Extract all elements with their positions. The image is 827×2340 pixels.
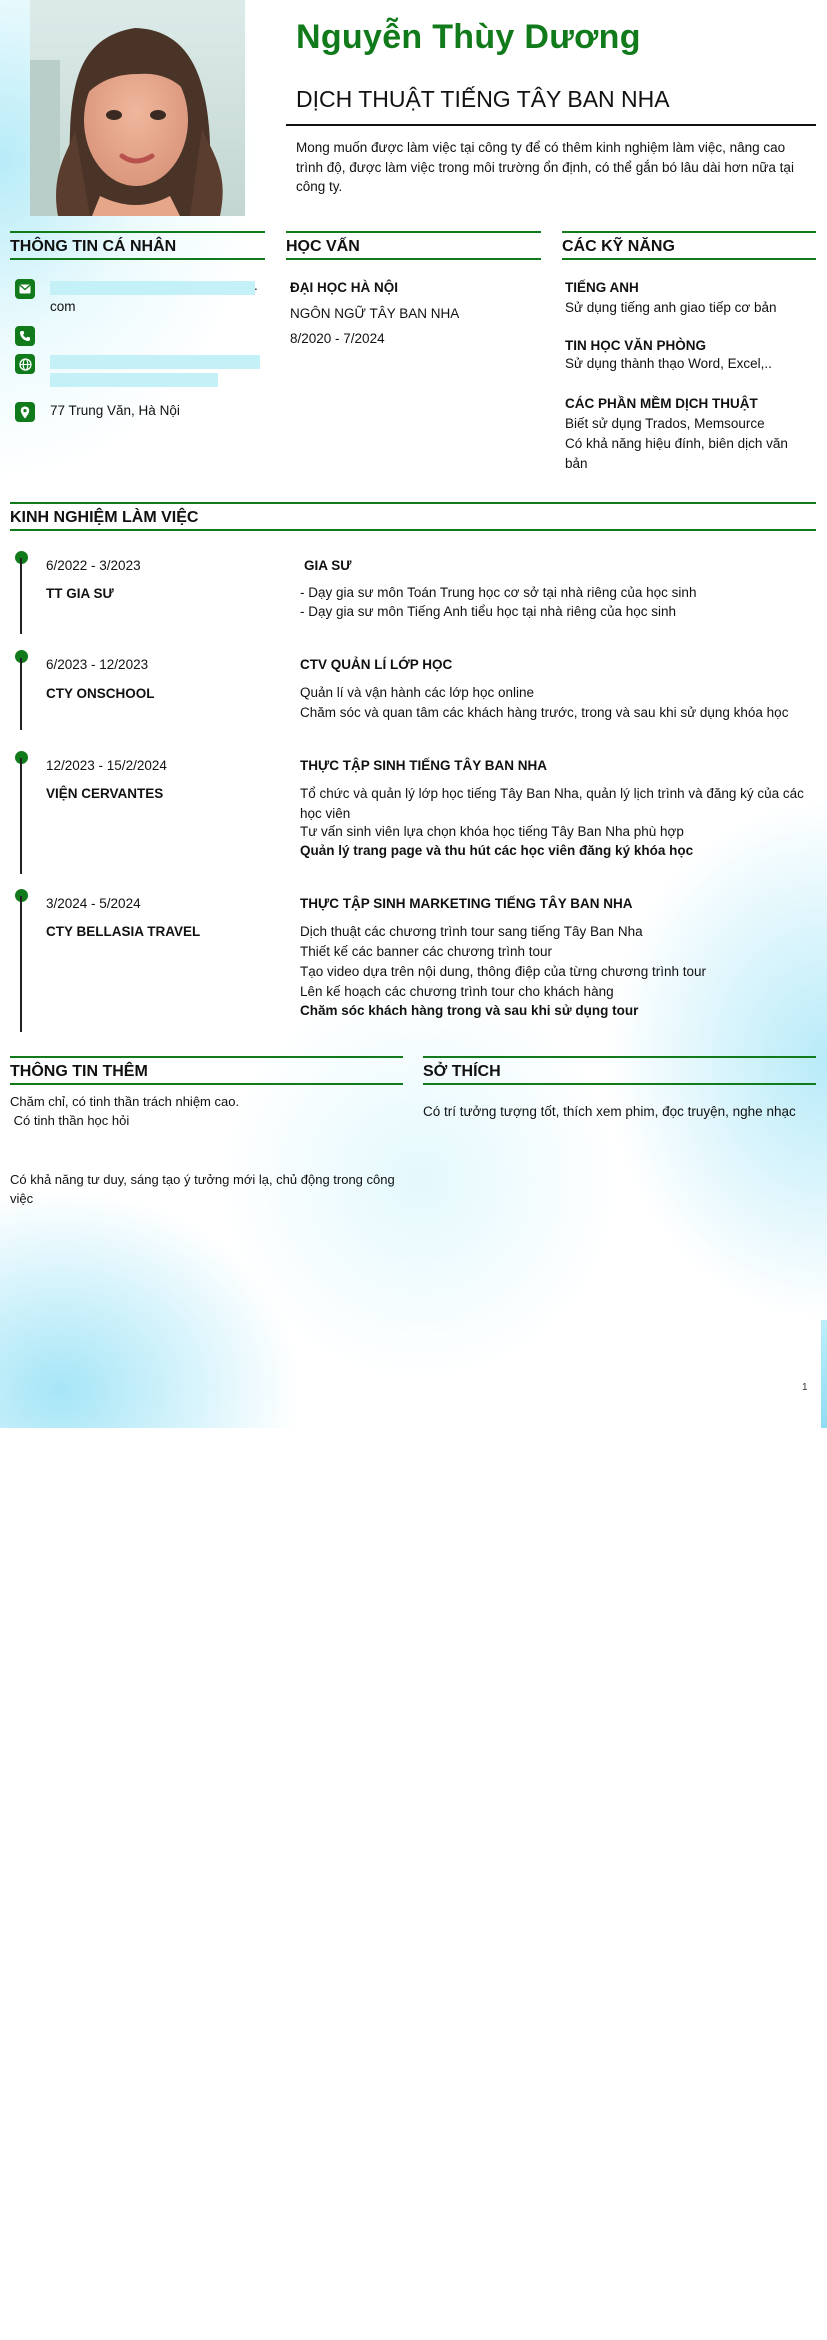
job-company: CTY BELLASIA TRAVEL <box>46 924 201 939</box>
school-period: 8/2020 - 7/2024 <box>290 331 385 346</box>
section-education <box>286 231 541 259</box>
extra-info-line: Có khả năng tư duy, sáng tạo ý tưởng mới lạ, chủ động trong công việc <box>10 1172 395 1206</box>
email-suffix: com <box>50 299 76 314</box>
section-rule <box>423 1056 816 1058</box>
section-rule <box>10 1083 403 1085</box>
job-period: 6/2023 - 12/2023 <box>46 657 149 672</box>
email-fragment: . <box>254 278 258 293</box>
section-rule <box>562 258 816 260</box>
section-rule <box>10 502 816 504</box>
job-duty: Quản lí và vận hành các lớp học online <box>300 685 535 700</box>
job-duty: Chăm sóc khách hàng trong và sau khi sử dụng tour <box>300 1003 639 1018</box>
section-rule <box>10 529 816 531</box>
profile-photo-drawing <box>30 0 245 216</box>
school-name: ĐẠI HỌC HÀ NỘI <box>290 280 398 295</box>
timeline-line <box>20 658 22 730</box>
section-personal-info <box>10 231 265 259</box>
section-title: CÁC KỸ NĂNG <box>562 238 675 255</box>
job-duty: Tổ chức và quản lý lớp học tiếng Tây Ban Nha, quản lý lịch trình và đăng ký của các học viên <box>300 786 804 821</box>
globe-icon <box>15 354 35 374</box>
section-skills <box>562 231 816 259</box>
section-rule <box>10 1056 403 1058</box>
job-duty: Lên kế hoạch các chương trình tour cho khách hàng <box>300 984 614 999</box>
location-icon <box>15 402 35 422</box>
job-duty: Tư vấn sinh viên lựa chọn khóa học tiếng Tây Ban Nha phù hợp <box>300 824 684 839</box>
job-period: 6/2022 - 3/2023 <box>46 558 141 573</box>
section-title: KINH NGHIỆM LÀM VIỆC <box>10 509 199 526</box>
job-duty: Quản lý trang page và thu hút các học viên đăng ký khóa học <box>300 843 694 858</box>
section-rule <box>10 231 265 233</box>
title-divider <box>286 124 816 126</box>
timeline-line <box>20 558 22 634</box>
phone-icon <box>15 326 35 346</box>
hobbies-text: Có trí tưởng tượng tốt, thích xem phim, đọc truyện, nghe nhạc <box>423 1104 796 1119</box>
section-extra-info <box>10 1056 403 1084</box>
timeline-line <box>20 896 22 1032</box>
candidate-name: Nguyễn Thùy Dương <box>296 18 641 56</box>
section-rule <box>562 231 816 233</box>
page-edge-decoration <box>821 1320 827 1428</box>
section-rule <box>423 1083 816 1085</box>
job-title: DỊCH THUẬT TIẾNG TÂY BAN NHA <box>296 86 670 112</box>
job-company: TT GIA SƯ <box>46 586 114 601</box>
section-title: THÔNG TIN THÊM <box>10 1063 148 1080</box>
email-icon <box>15 279 35 299</box>
profile-photo <box>30 0 245 216</box>
extra-info-line: Có tinh thần học hỏi <box>10 1113 130 1128</box>
timeline-line <box>20 758 22 874</box>
website-redacted <box>50 355 260 369</box>
section-rule <box>286 258 541 260</box>
section-title: THÔNG TIN CÁ NHÂN <box>10 238 177 255</box>
job-duty: - Dạy gia sư môn Toán Trung học cơ sở tại nhà riêng của học sinh <box>300 585 697 600</box>
extra-info-line: Chăm chỉ, có tinh thần trách nhiệm cao. <box>10 1094 240 1109</box>
section-title: SỞ THÍCH <box>423 1063 501 1080</box>
career-objective: Mong muốn được làm việc tại công ty để có thêm kinh nghiệm làm việc, nâng cao trình độ, được làm việc trong môi trường ổn định, có thể gắn bó lâu dài hơn nữa tại công ty. <box>296 140 794 194</box>
job-duty: Chăm sóc và quan tâm các khách hàng trước, trong và sau khi sử dụng khóa học <box>300 705 789 720</box>
skill-desc: Biết sử dụng Trados, Memsource <box>565 416 765 431</box>
email-redacted <box>50 281 255 295</box>
section-rule <box>286 231 541 233</box>
skill-desc: Có khả năng hiệu đính, biên dịch văn <box>565 436 788 451</box>
page-number: 1 <box>802 1382 808 1393</box>
job-duty: Dịch thuật các chương trình tour sang tiếng Tây Ban Nha <box>300 924 643 939</box>
skill-name: CÁC PHẦN MỀM DỊCH THUẬT <box>565 396 758 411</box>
skill-name: TIẾNG ANH <box>565 280 639 295</box>
job-role: CTV QUẢN LÍ LỚP HỌC <box>300 657 453 672</box>
skill-name: TIN HỌC VĂN PHÒNG <box>565 338 707 353</box>
job-period: 3/2024 - 5/2024 <box>46 896 141 911</box>
job-duty: Tạo video dựa trên nội dung, thông điệp của từng chương trình tour <box>300 964 706 979</box>
section-experience <box>10 502 816 530</box>
website-redacted <box>50 373 218 387</box>
job-role: GIA SƯ <box>304 558 352 573</box>
address: 77 Trung Văn, Hà Nội <box>50 403 180 418</box>
job-company: CTY ONSCHOOL <box>46 686 155 701</box>
job-role: THỰC TẬP SINH MARKETING TIẾNG TÂY BAN NHA <box>300 896 633 911</box>
section-hobbies <box>423 1056 816 1084</box>
school-major: NGÔN NGỮ TÂY BAN NHA <box>290 306 460 321</box>
job-duty: - Dạy gia sư môn Tiếng Anh tiểu học tại nhà riêng của học sinh <box>300 604 677 619</box>
job-period: 12/2023 - 15/2/2024 <box>46 758 167 773</box>
skill-desc: Sử dụng thành thạo Word, Excel,.. <box>565 356 772 371</box>
section-rule <box>10 258 265 260</box>
job-company: VIỆN CERVANTES <box>46 786 164 801</box>
skill-desc: Sử dụng tiếng anh giao tiếp cơ bản <box>565 300 777 315</box>
skill-desc: bản <box>565 456 588 471</box>
job-duty: Thiết kế các banner các chương trình tour <box>300 944 553 959</box>
section-title: HỌC VẤN <box>286 238 360 255</box>
job-role: THỰC TẬP SINH TIẾNG TÂY BAN NHA <box>300 758 547 773</box>
